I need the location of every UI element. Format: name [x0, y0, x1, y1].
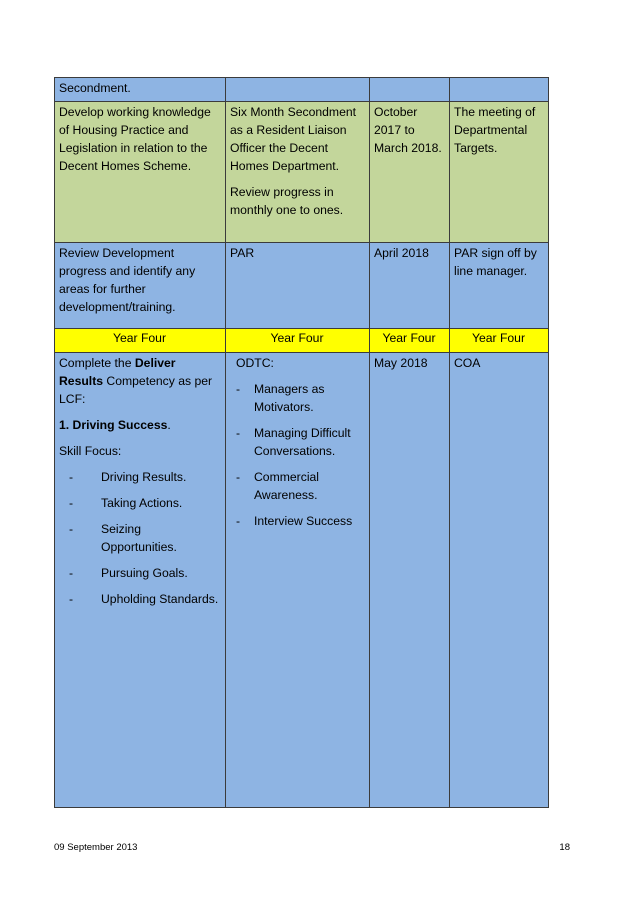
competency-pre: Complete the: [59, 356, 135, 370]
skills-list: [59, 468, 220, 608]
dash-bullet: -: [236, 426, 241, 440]
cell-outcome: COA: [450, 353, 549, 808]
skill-item: Seizing Opportunities.: [101, 522, 177, 554]
heading-bold: 1. Driving Success: [59, 418, 168, 432]
list-item: [59, 494, 220, 512]
skill-focus-label: Skill Focus:: [59, 444, 122, 458]
odtc-title: ODTC:: [236, 356, 274, 370]
cell-activity: [226, 102, 370, 243]
list-item: [236, 512, 364, 530]
cell-empty: [226, 78, 370, 102]
page-number: 18: [559, 842, 570, 853]
odtc-item: Managing Difficult Conversations.: [254, 426, 351, 458]
cell-activity: PAR: [226, 243, 370, 329]
odtc-item: Commercial Awareness.: [254, 470, 320, 502]
cell-empty: [370, 78, 450, 102]
dash-bullet: -: [69, 592, 74, 606]
table-row: [55, 353, 549, 808]
cell-timescale: April 2018: [370, 243, 450, 329]
cell-empty: [450, 78, 549, 102]
footer-date: 09 September 2013: [54, 842, 138, 853]
heading-post: .: [167, 418, 171, 432]
cell-objective: Develop working knowledge of Housing Practice and Legislation in relation to the Decent Homes Scheme.: [55, 102, 226, 243]
cell-secondment: Secondment.: [55, 78, 226, 102]
dash-bullet: -: [69, 566, 74, 580]
dash-bullet: -: [236, 514, 241, 528]
cell-objective: Review Development progress and identify any areas for further development/training.: [55, 243, 226, 329]
list-item: [236, 424, 364, 460]
activity-text: Six Month Secondment as a Resident Liaison Officer the Decent Homes Department.: [230, 105, 357, 173]
cell-timescale: May 2018: [370, 353, 450, 808]
dash-bullet: -: [69, 522, 74, 536]
skill-item: Upholding Standards.: [101, 592, 219, 606]
skill-item: Pursuing Goals.: [101, 566, 188, 580]
review-text: Review progress in monthly one to ones.: [230, 185, 344, 217]
cell-outcome: PAR sign off by line manager.: [450, 243, 549, 329]
competency-post: Competency as per LCF:: [59, 374, 213, 406]
driving-success-heading: [59, 416, 220, 434]
cell-outcome: The meeting of Departmental Targets.: [450, 102, 549, 243]
development-plan-table: [54, 77, 549, 808]
list-item: [59, 564, 220, 582]
skill-item: Driving Results.: [101, 470, 187, 484]
list-item: [236, 468, 364, 504]
year-four-label: Year Four: [226, 329, 370, 353]
cell-activity: [226, 353, 370, 808]
cell-objective: [55, 353, 226, 808]
table-row: [55, 78, 549, 102]
list-item: [59, 520, 220, 556]
dash-bullet: -: [69, 496, 74, 510]
competency-text: [59, 354, 220, 408]
dash-bullet: -: [236, 382, 241, 396]
year-four-label: Year Four: [55, 329, 226, 353]
table-row: [55, 102, 549, 243]
list-item: [59, 468, 220, 486]
competency-bold: Deliver Results: [59, 356, 176, 388]
dash-bullet: -: [69, 470, 74, 484]
odtc-item: Interview Success: [254, 514, 353, 528]
odtc-item: Managers as Motivators.: [254, 382, 325, 414]
year-four-label: Year Four: [370, 329, 450, 353]
year-header-row: [55, 329, 549, 353]
dash-bullet: -: [236, 470, 241, 484]
year-four-label: Year Four: [450, 329, 549, 353]
odtc-block: [230, 354, 364, 530]
table-row: [55, 243, 549, 329]
skill-item: Taking Actions.: [101, 496, 183, 510]
list-item: [236, 380, 364, 416]
list-item: [59, 590, 220, 608]
cell-timescale: October 2017 to March 2018.: [370, 102, 450, 243]
